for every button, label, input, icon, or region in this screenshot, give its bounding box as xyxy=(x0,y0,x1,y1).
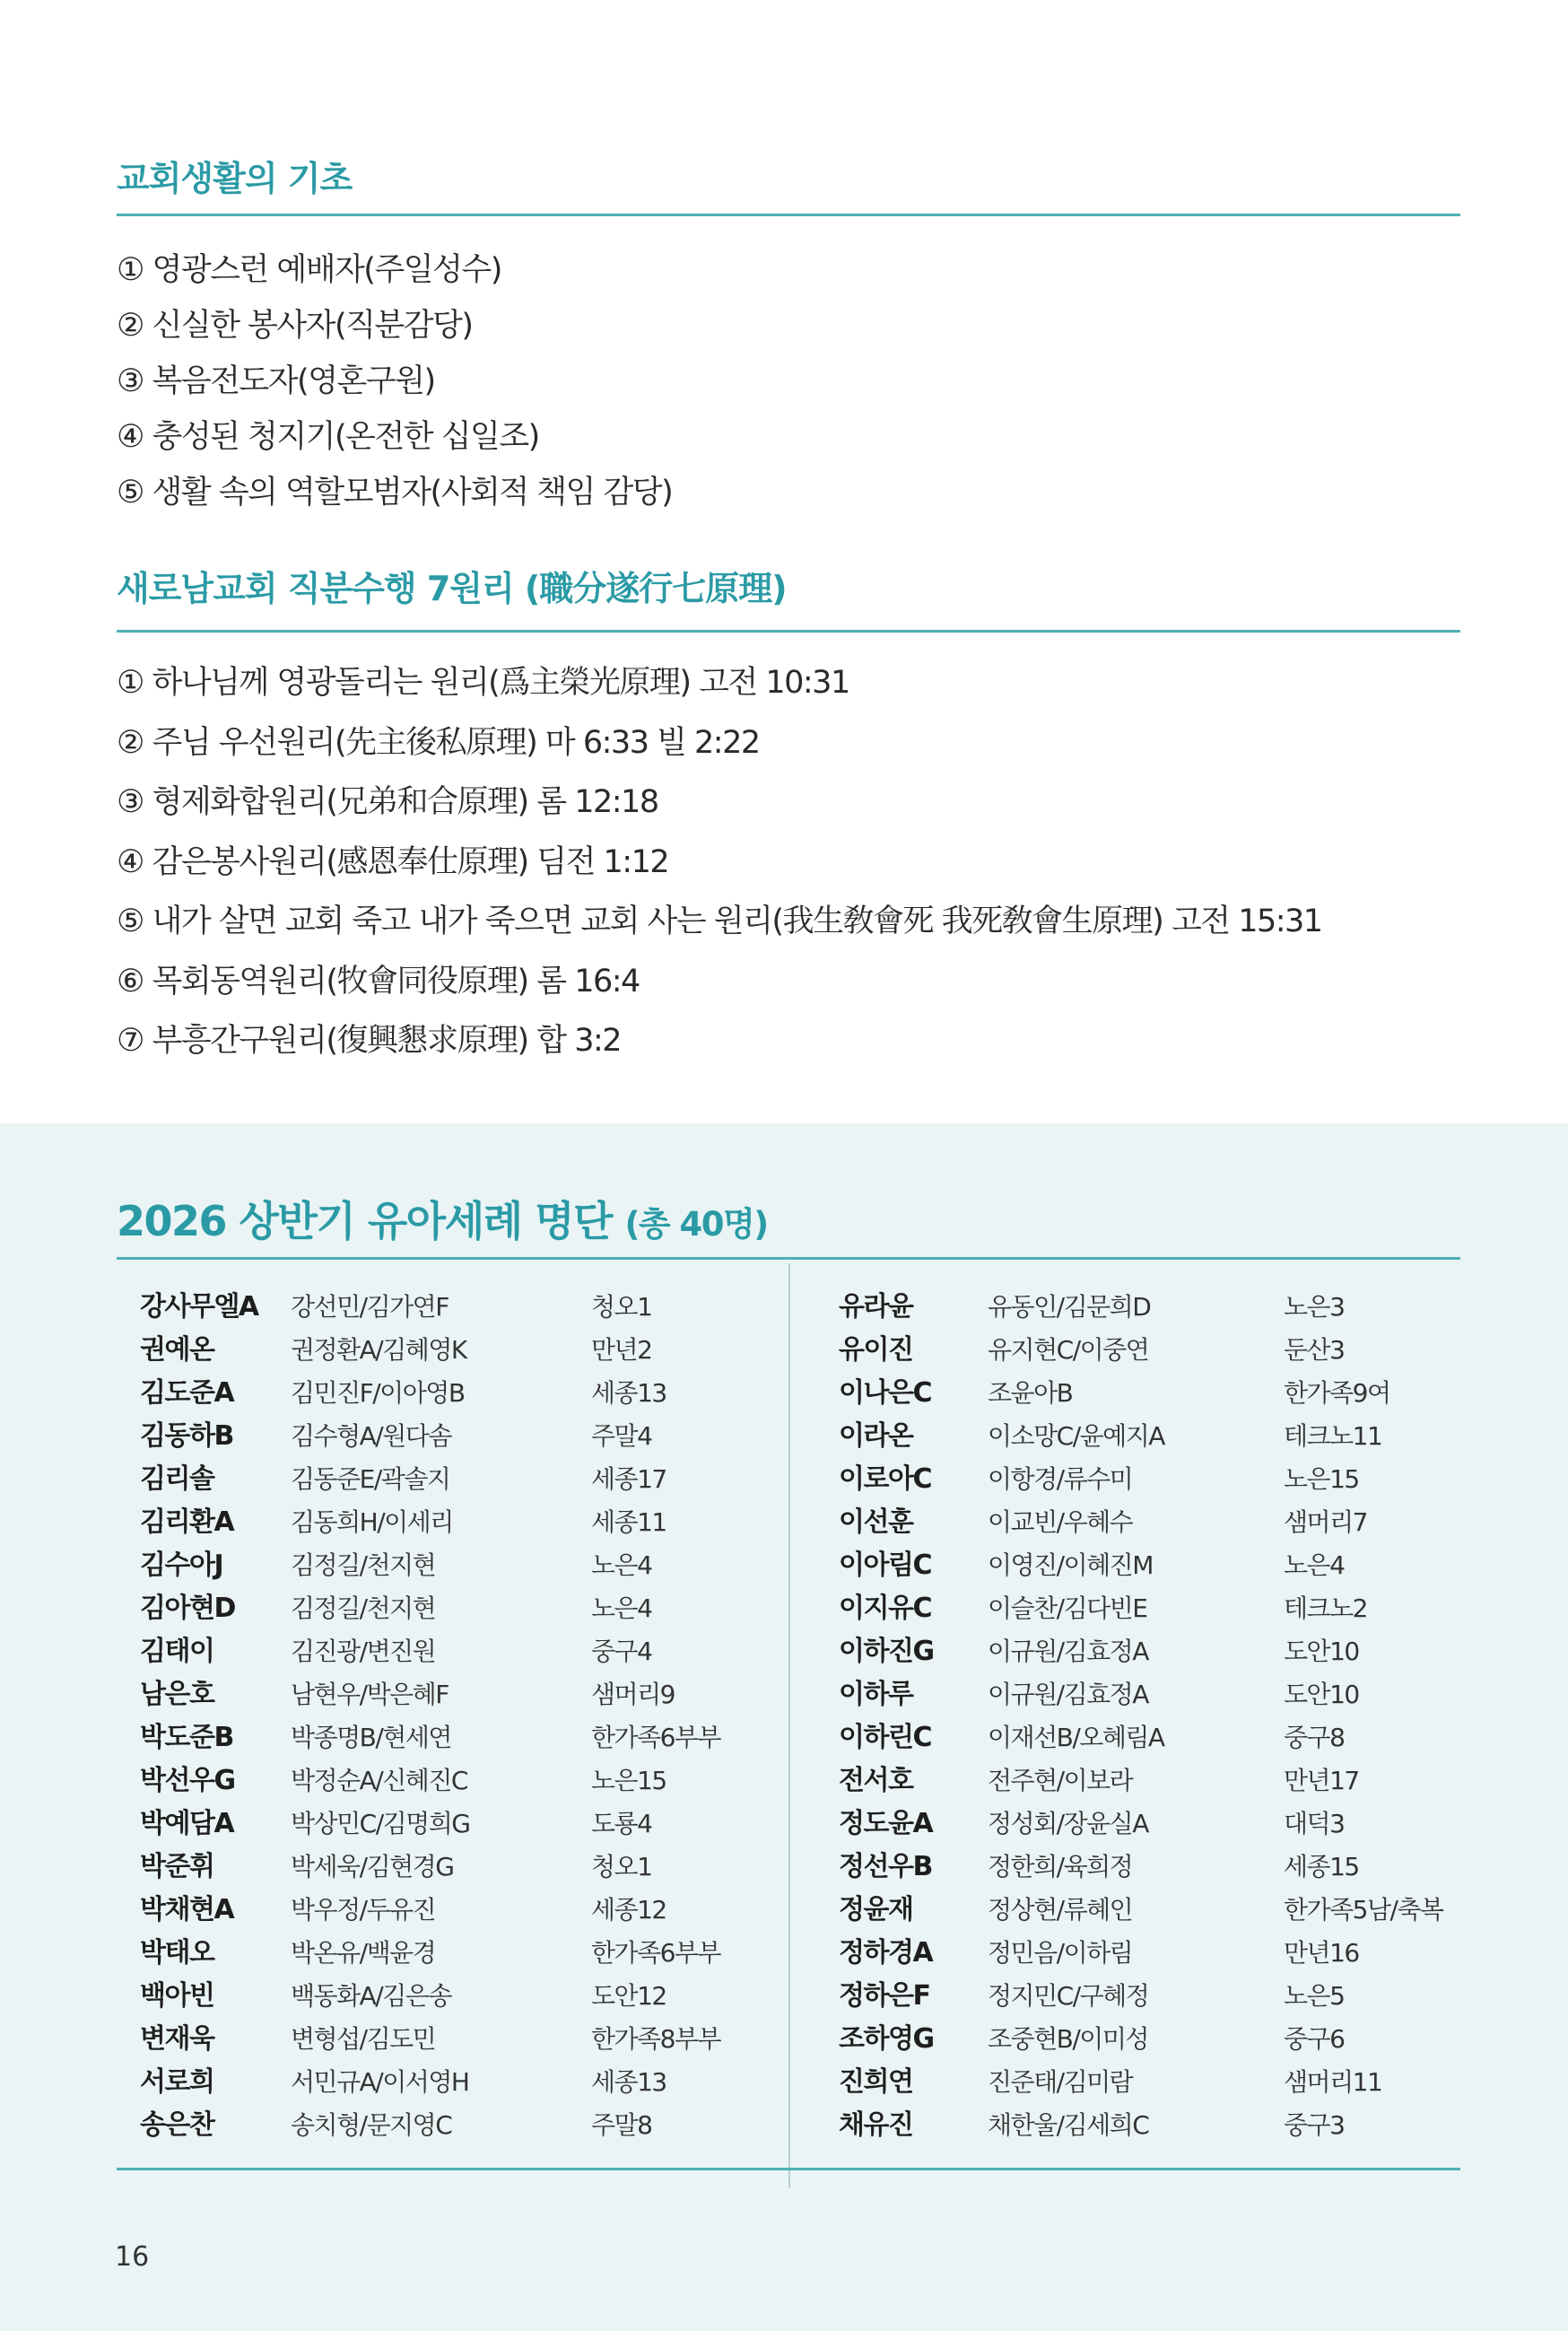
group-name: 도안12 xyxy=(591,1981,666,2011)
parents-names: 이소망C/윤예지A xyxy=(988,1421,1164,1451)
child-name: 이로아C xyxy=(839,1463,931,1495)
list-item: ⑦ 부흥간구원리(復興懇求原理) 합 3:2 xyxy=(117,1023,622,1059)
page-number: 16 xyxy=(115,2241,150,2273)
group-name: 한가족6부부 xyxy=(591,1723,721,1752)
child-name: 박태오 xyxy=(140,1937,214,1969)
section-divider xyxy=(117,214,1460,216)
child-name: 김도준A xyxy=(140,1377,234,1409)
parents-names: 박정순A/신혜진C xyxy=(291,1766,467,1795)
parents-names: 이규원/김효정A xyxy=(988,1637,1148,1666)
group-name: 둔산3 xyxy=(1284,1335,1345,1365)
group-name: 세종15 xyxy=(1284,1852,1359,1881)
parents-names: 이교빈/우혜수 xyxy=(988,1507,1133,1537)
group-name: 한가족5남/축복 xyxy=(1284,1895,1443,1925)
child-name: 전서호 xyxy=(839,1765,913,1796)
group-name: 도안10 xyxy=(1284,1637,1359,1666)
group-name: 한가족6부부 xyxy=(591,1938,721,1968)
child-name: 서로희 xyxy=(140,2066,214,2098)
child-name: 정하경A xyxy=(839,1937,933,1969)
child-name: 유라윤 xyxy=(839,1291,913,1323)
child-name: 이라온 xyxy=(839,1420,913,1452)
child-name: 김동하B xyxy=(140,1420,233,1452)
group-name: 중구4 xyxy=(591,1637,652,1666)
group-name: 테크노2 xyxy=(1284,1593,1367,1623)
group-name: 중구8 xyxy=(1284,1723,1345,1752)
group-name: 노은5 xyxy=(1284,1981,1345,2011)
list-item: ⑤ 생활 속의 역할모범자(사회적 책임 감당) xyxy=(117,475,673,511)
list-item: ⑥ 목회동역원리(牧會同役原理) 롬 16:4 xyxy=(117,963,640,1000)
parents-names: 남현우/박은혜F xyxy=(291,1680,449,1709)
parents-names: 채한울/김세희C xyxy=(988,2110,1149,2140)
child-name: 이하진G xyxy=(839,1636,934,1667)
church-life-list xyxy=(117,242,672,520)
group-name: 청오1 xyxy=(591,1852,652,1881)
parents-names: 이규원/김효정A xyxy=(988,1680,1148,1709)
group-name: 한가족8부부 xyxy=(591,2024,721,2054)
group-name: 테크노11 xyxy=(1284,1421,1382,1451)
group-name: 노은3 xyxy=(1284,1292,1345,1322)
parents-names: 김수형A/원다솜 xyxy=(291,1421,451,1451)
list-item: ④ 감은봉사원리(感恩奉仕原理) 딤전 1:12 xyxy=(117,843,669,880)
child-name: 정도윤A xyxy=(839,1808,933,1839)
parents-names: 조윤아B xyxy=(988,1378,1073,1408)
group-name: 세종17 xyxy=(591,1464,666,1494)
parents-names: 유동인/김문희D xyxy=(988,1292,1151,1322)
child-name: 박예담A xyxy=(140,1808,234,1839)
parents-names: 김민진F/이아영B xyxy=(291,1378,465,1408)
section-divider xyxy=(117,630,1460,633)
group-name: 샘머리11 xyxy=(1284,2067,1382,2097)
group-name: 청오1 xyxy=(591,1292,652,1322)
group-name: 세종11 xyxy=(591,1507,666,1537)
group-name: 노은15 xyxy=(1284,1464,1359,1494)
child-name: 정선우B xyxy=(839,1851,932,1882)
child-name: 채유진 xyxy=(839,2109,913,2141)
parents-names: 김동준E/곽솔지 xyxy=(291,1464,450,1494)
group-name: 도안10 xyxy=(1284,1680,1359,1709)
child-name: 이하린C xyxy=(839,1722,931,1753)
group-name: 세종13 xyxy=(591,1378,666,1408)
group-name: 도룡4 xyxy=(591,1809,652,1838)
parents-names: 박우정/두유진 xyxy=(291,1895,436,1925)
child-name: 김수아J xyxy=(140,1550,223,1581)
child-name: 박채현A xyxy=(140,1894,234,1925)
child-name: 김리솔 xyxy=(140,1463,214,1495)
child-name: 정하은F xyxy=(839,1980,930,2012)
parents-names: 백동화A/김은송 xyxy=(291,1981,451,2011)
child-name: 권예온 xyxy=(140,1334,214,1366)
parents-names: 진준태/김미람 xyxy=(988,2067,1133,2097)
group-name: 노은4 xyxy=(591,1550,652,1580)
group-name: 노은15 xyxy=(591,1766,666,1795)
child-name: 송은찬 xyxy=(140,2109,214,2141)
group-name: 한가족9여 xyxy=(1284,1378,1390,1408)
group-name: 만년16 xyxy=(1284,1938,1359,1968)
column-divider xyxy=(788,1263,790,2187)
parents-names: 이항경/류수미 xyxy=(988,1464,1133,1494)
parents-names: 김진광/변진원 xyxy=(291,1637,436,1666)
parents-names: 정지민C/구혜정 xyxy=(988,1981,1149,2011)
section-title-seven-principles: 새로남교회 직분수행 7원리 (職分遂行七原理) xyxy=(117,569,787,608)
parents-names: 박종명B/현세연 xyxy=(291,1723,451,1752)
list-item: ② 주님 우선원리(先主後私原理) 마 6:33 빌 2:22 xyxy=(117,724,760,761)
child-name: 이나은C xyxy=(839,1377,931,1409)
parents-names: 박세욱/김현경G xyxy=(291,1852,454,1881)
list-item: ③ 복음전도자(영혼구원) xyxy=(117,363,435,399)
parents-names: 강선민/김가연F xyxy=(291,1292,449,1322)
child-name: 변재욱 xyxy=(140,2023,214,2055)
group-name: 주말8 xyxy=(591,2110,652,2140)
parents-names: 이슬찬/김다빈E xyxy=(988,1593,1147,1623)
group-name: 세종12 xyxy=(591,1895,666,1925)
parents-names: 조중현B/이미성 xyxy=(988,2024,1148,2054)
child-name: 강사무엘A xyxy=(140,1291,258,1323)
child-name: 김리환A xyxy=(140,1506,234,1538)
child-name: 박선우G xyxy=(140,1765,235,1796)
parents-names: 박상민C/김명희G xyxy=(291,1809,470,1838)
child-name: 박도준B xyxy=(140,1722,233,1753)
group-name: 만년2 xyxy=(591,1335,652,1365)
seven-principles-list xyxy=(117,653,1322,1071)
list-item: ① 하나님께 영광돌리는 원리(爲主榮光原理) 고전 10:31 xyxy=(117,665,849,701)
parents-names: 정한희/육희정 xyxy=(988,1852,1133,1881)
child-name: 이아림C xyxy=(839,1550,931,1581)
section-title-church-life: 교회생활의 기초 xyxy=(117,159,353,198)
list-item: ④ 충성된 청지기(온전한 십일조) xyxy=(117,419,539,455)
child-name: 박준휘 xyxy=(140,1851,214,1882)
parents-names: 김정길/천지현 xyxy=(291,1593,436,1623)
group-name: 샘머리9 xyxy=(591,1680,675,1709)
list-item: ⑤ 내가 살면 교회 죽고 내가 죽으면 교회 사는 원리(我生敎會死 我死敎會生原理) 고전 15:31 xyxy=(117,904,1322,939)
child-name: 진희연 xyxy=(839,2066,913,2098)
parents-names: 송치형/문지영C xyxy=(291,2110,452,2140)
child-name: 유이진 xyxy=(839,1334,913,1366)
parents-names: 박온유/백윤경 xyxy=(291,1938,436,1968)
child-name: 이선훈 xyxy=(839,1506,913,1538)
parents-names: 정성회/장윤실A xyxy=(988,1809,1148,1838)
parents-names: 변형섭/김도민 xyxy=(291,2024,436,2054)
baptism-top-rule xyxy=(117,1257,1460,1260)
child-name: 김태이 xyxy=(140,1636,214,1667)
group-name: 샘머리7 xyxy=(1284,1507,1367,1537)
group-name: 중구6 xyxy=(1284,2024,1345,2054)
group-name: 대덕3 xyxy=(1284,1809,1345,1838)
parents-names: 이재선B/오혜림A xyxy=(988,1723,1164,1752)
child-name: 이지유C xyxy=(839,1593,931,1624)
list-item: ③ 형제화합원리(兄弟和合原理) 롬 12:18 xyxy=(117,784,658,820)
child-name: 김아현D xyxy=(140,1593,235,1624)
group-name: 주말4 xyxy=(591,1421,652,1451)
child-name: 남은호 xyxy=(140,1679,214,1710)
child-name: 이하루 xyxy=(839,1679,913,1710)
child-name: 백아빈 xyxy=(140,1980,214,2012)
parents-names: 정상현/류혜인 xyxy=(988,1895,1133,1925)
parents-names: 권정환A/김혜영K xyxy=(291,1335,466,1365)
child-name: 정윤재 xyxy=(839,1894,913,1925)
baptism-title xyxy=(117,1189,768,1248)
list-item: ① 영광스런 예배자(주일성수) xyxy=(117,252,501,288)
parents-names: 서민규A/이서영H xyxy=(291,2067,469,2097)
child-name: 조하영G xyxy=(839,2023,934,2055)
group-name: 노은4 xyxy=(1284,1550,1345,1580)
group-name: 중구3 xyxy=(1284,2110,1345,2140)
parents-names: 김정길/천지현 xyxy=(291,1550,436,1580)
parents-names: 유지현C/이중연 xyxy=(988,1335,1149,1365)
group-name: 노은4 xyxy=(591,1593,652,1623)
parents-names: 김동희H/이세리 xyxy=(291,1507,453,1537)
parents-names: 이영진/이혜진M xyxy=(988,1550,1153,1580)
parents-names: 정민음/이하림 xyxy=(988,1938,1133,1968)
parents-names: 전주현/이보라 xyxy=(988,1766,1133,1795)
group-name: 세종13 xyxy=(591,2067,666,2097)
baptism-bottom-rule xyxy=(117,2168,1460,2170)
baptism-title-text: 2026 상반기 유아세례 명단 xyxy=(117,1197,612,1245)
group-name: 만년17 xyxy=(1284,1766,1359,1795)
list-item: ② 신실한 봉사자(직분감당) xyxy=(117,308,473,344)
baptism-count: (총 40명) xyxy=(624,1205,768,1244)
